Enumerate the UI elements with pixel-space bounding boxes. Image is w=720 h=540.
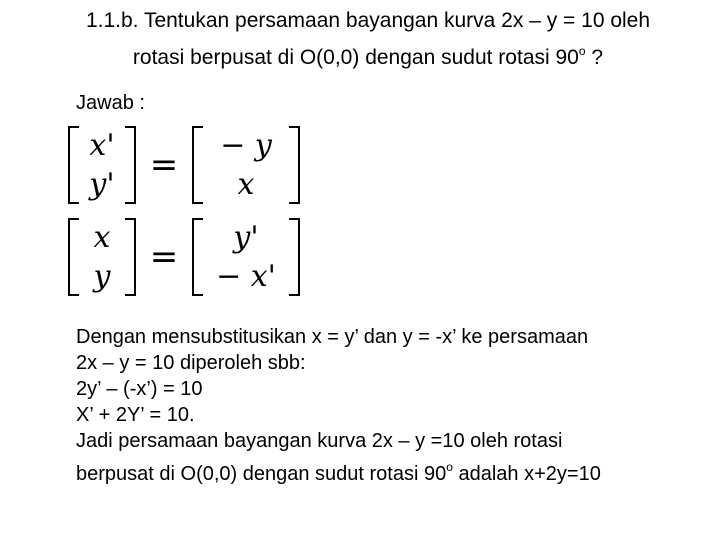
matrix-cell: x [237,167,255,202]
matrix-cell: x' [89,128,115,163]
matrix-cell: y' [89,167,115,202]
final-text: berpusat di O(0,0) dengan sudut rotasi 90 [76,463,447,485]
solution-text [76,324,601,487]
degree-superscript: o [446,460,453,474]
matrix-cell: x [93,220,111,255]
title-line-2 [28,36,708,73]
degree-superscript: o [578,44,586,58]
answer-label: Jawab : [76,92,145,114]
solution-line-final [76,454,601,487]
matrix-right-2 [192,218,300,296]
matrix-left-1 [68,126,136,204]
title-line-2-end: ? [585,46,604,69]
solution-line: X’ + 2Y’ = 10. [76,404,195,426]
matrix-left-2 [68,218,136,296]
problem-title [28,6,708,73]
solution-line: Dengan mensubstitusikan x = y’ dan y = -x’ ke persamaan [76,326,589,348]
title-line-2-text: rotasi berpusat di O(0,0) dengan sudut rotasi 90 [132,46,579,69]
final-answer: adalah x+2y=10 [452,463,601,485]
matrix-equation-2 [68,218,300,296]
matrix-cell: y' [233,220,259,255]
matrix-cell: y [93,259,111,294]
matrix-equation-1 [68,126,300,204]
matrix-right-1 [192,126,300,204]
title-line-1: 1.1.b. Tentukan persamaan bayangan kurva 2x – y = 10 oleh [85,9,651,32]
solution-line: 2y’ – (-x’) = 10 [76,378,203,400]
equals-sign: = [149,145,179,185]
matrix-cell: − y [220,128,272,163]
solution-line: 2x – y = 10 diperoleh sbb: [76,352,306,374]
equals-sign: = [149,237,179,277]
matrix-cell: − x' [216,259,276,294]
solution-line: Jadi persamaan bayangan kurva 2x – y =10 oleh rotasi [76,430,563,452]
